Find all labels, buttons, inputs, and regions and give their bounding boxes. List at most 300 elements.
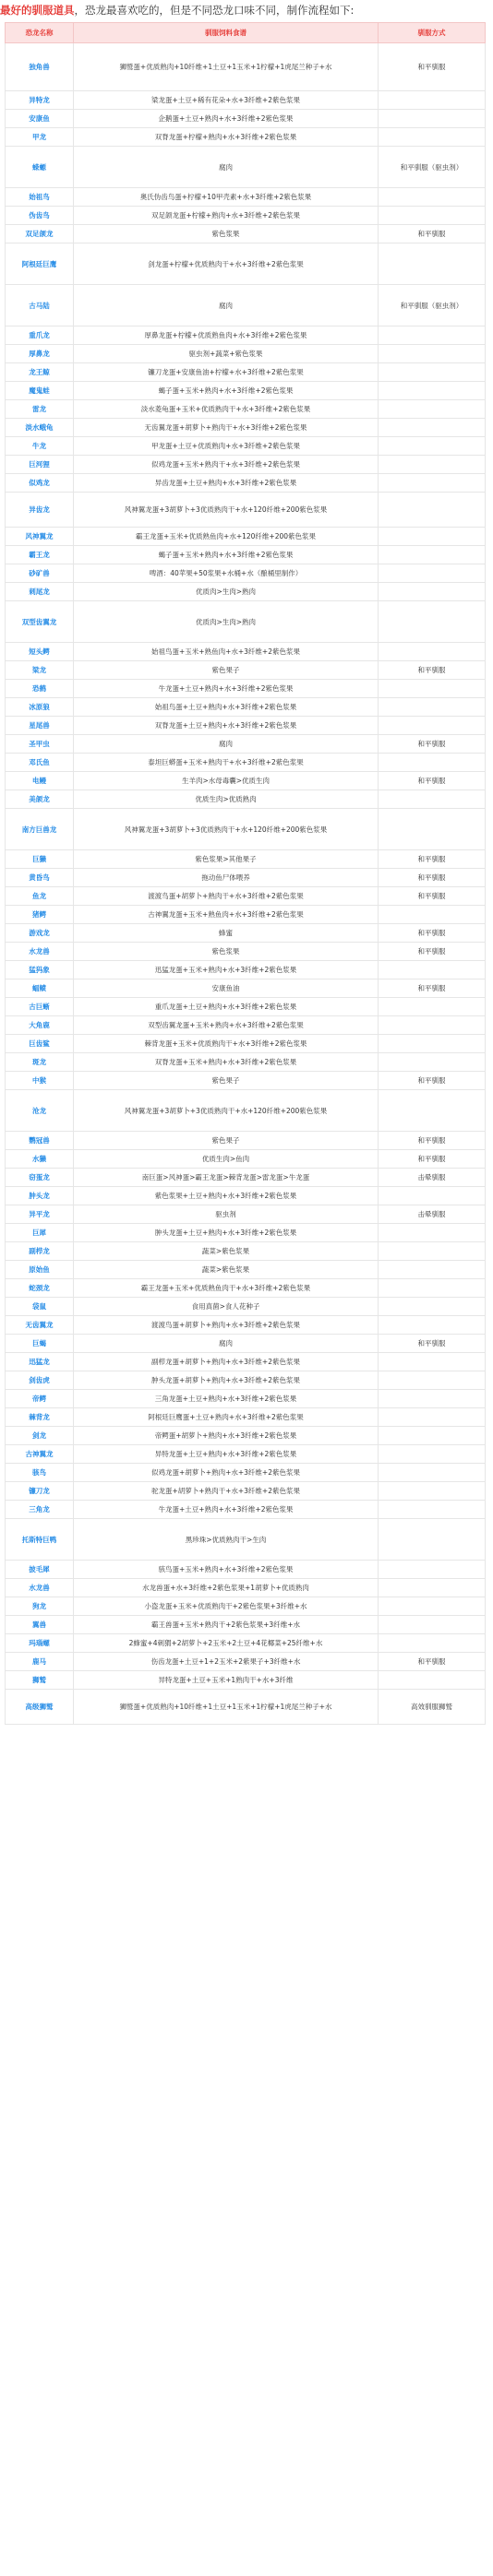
dino-name-cell: 梁龙	[6, 661, 74, 680]
method-cell: 和平驯服（驱虫剂）	[379, 147, 486, 188]
header-recipe: 驯服饲料食谱	[74, 23, 379, 43]
table-row	[6, 285, 486, 326]
dino-name-cell: 翼兽	[6, 1616, 74, 1634]
recipe-cell: 梁龙蛋+土豆+稀有花朵+水+3纤维+2紫色浆果	[74, 91, 379, 110]
dino-name-cell: 蝠鲼	[6, 979, 74, 998]
method-cell	[379, 456, 486, 474]
dino-name-cell: 猛犸象	[6, 961, 74, 979]
table-row	[6, 1090, 486, 1132]
table-row	[6, 419, 486, 437]
table-row	[6, 128, 486, 147]
table-row	[6, 1053, 486, 1072]
table-row	[6, 850, 486, 869]
recipe-cell: 奥氏伪齿鸟蛋+柠檬+10甲壳素+水+3纤维+2紫色浆果	[74, 188, 379, 207]
method-cell	[379, 400, 486, 419]
method-cell	[379, 1053, 486, 1072]
dino-name-cell: 邓氏鱼	[6, 754, 74, 772]
method-cell	[379, 1445, 486, 1464]
table-row	[6, 979, 486, 998]
table-row	[6, 382, 486, 400]
method-cell: 和平驯服	[379, 225, 486, 243]
recipe-cell: 企鹅蛋+土豆+熟肉+水+3纤维+2紫色浆果	[74, 110, 379, 128]
recipe-cell: 霸王龙蛋+玉米+优质熟鱼肉干+水+3纤维+2紫色浆果	[74, 1279, 379, 1298]
method-cell: 高效驯服狮鹫	[379, 1690, 486, 1725]
method-cell	[379, 809, 486, 850]
dino-name-cell: 镰刀龙	[6, 1482, 74, 1501]
table-row	[6, 661, 486, 680]
intro-text: ，恐龙最喜欢吃的，但是不同恐龙口味不同，制作流程如下:	[74, 4, 355, 17]
dino-name-cell: 电鳗	[6, 772, 74, 790]
method-cell: 和平驯服	[379, 887, 486, 906]
method-cell	[379, 326, 486, 345]
header-method: 驯服方式	[379, 23, 486, 43]
dino-name-cell: 水獭	[6, 1150, 74, 1169]
method-cell	[379, 528, 486, 546]
method-cell	[379, 1261, 486, 1279]
method-cell: 击晕驯服	[379, 1205, 486, 1224]
table-row	[6, 943, 486, 961]
recipe-cell: 渡渡鸟蛋+胡萝卜+熟肉+水+3纤维+2紫色浆果	[74, 1316, 379, 1335]
table-row	[6, 1187, 486, 1205]
dino-name-cell: 迅猛龙	[6, 1353, 74, 1371]
recipe-cell: 优质生肉>优质熟肉	[74, 790, 379, 809]
method-cell	[379, 998, 486, 1016]
dino-name-cell: 窃蛋龙	[6, 1169, 74, 1187]
table-row	[6, 754, 486, 772]
dino-name-cell: 独角兽	[6, 43, 74, 91]
dino-name-cell: 斑龙	[6, 1053, 74, 1072]
recipe-cell: 肿头龙蛋+土豆+熟肉+水+3纤维+2紫色浆果	[74, 1224, 379, 1242]
recipe-cell: 紫色浆果	[74, 943, 379, 961]
recipe-cell: 始祖鸟蛋+玉米+熟鱼肉+水+3纤维+2紫色浆果	[74, 643, 379, 661]
method-cell: 和平驯服	[379, 735, 486, 754]
method-cell	[379, 1224, 486, 1242]
method-cell	[379, 680, 486, 698]
dino-name-cell: 剑龙	[6, 1427, 74, 1445]
dino-name-cell: 三角龙	[6, 1501, 74, 1519]
dino-name-cell: 蛇颈龙	[6, 1279, 74, 1298]
method-cell: 和平驯服	[379, 1150, 486, 1169]
method-cell	[379, 1616, 486, 1634]
method-cell	[379, 583, 486, 601]
table-row	[6, 1501, 486, 1519]
dino-name-cell: 雷龙	[6, 400, 74, 419]
dino-name-cell: 巨河狸	[6, 456, 74, 474]
method-cell	[379, 1316, 486, 1335]
method-cell: 和平驯服	[379, 1072, 486, 1090]
dino-name-cell: 沧龙	[6, 1090, 74, 1132]
dino-name-cell: 猪鳄	[6, 906, 74, 924]
table-row	[6, 493, 486, 528]
method-cell	[379, 1187, 486, 1205]
dino-name-cell: 双型齿翼龙	[6, 601, 74, 643]
table-row	[6, 546, 486, 564]
recipe-cell: 优质生肉>鱼肉	[74, 1150, 379, 1169]
table-row	[6, 1224, 486, 1242]
recipe-cell: 风神翼龙蛋+3胡萝卜+3优质熟肉干+水+120纤维+200紫色浆果	[74, 493, 379, 528]
table-row	[6, 924, 486, 943]
table-row	[6, 1445, 486, 1464]
table-row	[6, 1169, 486, 1187]
table-row	[6, 326, 486, 345]
table-row	[6, 1371, 486, 1390]
recipe-cell: 泰坦巨蟒蛋+玉米+熟肉干+水+3纤维+2紫色浆果	[74, 754, 379, 772]
recipe-cell: 双脊龙蛋+柠檬+熟肉+水+3纤维+2紫色浆果	[74, 128, 379, 147]
method-cell	[379, 1634, 486, 1653]
recipe-cell: 无齿翼龙蛋+胡萝卜+熟肉干+水+3纤维+2紫色浆果	[74, 419, 379, 437]
dino-name-cell: 蝾螈	[6, 147, 74, 188]
header-dino-name: 恐龙名称	[6, 23, 74, 43]
table-row	[6, 147, 486, 188]
table-row	[6, 583, 486, 601]
dino-name-cell: 无齿翼龙	[6, 1316, 74, 1335]
table-row	[6, 1464, 486, 1482]
table-row	[6, 1016, 486, 1035]
recipe-cell: 厚鼻龙蛋+柠檬+优质熟鱼肉+水+3纤维+2紫色浆果	[74, 326, 379, 345]
dino-name-cell: 古马陆	[6, 285, 74, 326]
dino-name-cell: 中猴	[6, 1072, 74, 1090]
recipe-cell: 紫色浆果	[74, 225, 379, 243]
recipe-cell: 蝎子蛋+玉米+熟肉+水+3纤维+2紫色浆果	[74, 546, 379, 564]
dino-name-cell: 甲龙	[6, 128, 74, 147]
table-body	[6, 43, 486, 1725]
dino-name-cell: 巨蝎	[6, 1335, 74, 1353]
dino-name-cell: 巨獭	[6, 850, 74, 869]
method-cell	[379, 243, 486, 285]
recipe-cell: 渡渡鸟蛋+胡萝卜+熟肉干+水+3纤维+2紫色浆果	[74, 887, 379, 906]
recipe-cell: 腐肉	[74, 285, 379, 326]
recipe-cell: 水龙兽蛋+水+3纤维+2紫色浆果+1胡萝卜+优质熟肉	[74, 1579, 379, 1597]
dino-name-cell: 星尾兽	[6, 717, 74, 735]
method-cell	[379, 1298, 486, 1316]
recipe-cell: 淡水菱龟蛋+玉米+优质熟肉干+水+3纤维+2紫色浆果	[74, 400, 379, 419]
recipe-cell: 棘背龙蛋+玉米+优质熟肉干+水+3纤维+2紫色浆果	[74, 1035, 379, 1053]
method-cell	[379, 643, 486, 661]
dino-name-cell: 剑齿虎	[6, 1371, 74, 1390]
table-row	[6, 1316, 486, 1335]
recipe-cell: 骇鸟蛋+玉米+熟肉+水+3纤维+2紫色浆果	[74, 1561, 379, 1579]
table-row	[6, 1072, 486, 1090]
method-cell	[379, 961, 486, 979]
dino-name-cell: 棘背龙	[6, 1408, 74, 1427]
table-row	[6, 1335, 486, 1353]
method-cell	[379, 437, 486, 456]
method-cell	[379, 1671, 486, 1690]
dino-name-cell: 刺尾龙	[6, 583, 74, 601]
recipe-cell: 蔬菜>紫色浆果	[74, 1242, 379, 1261]
table-row	[6, 1261, 486, 1279]
table-row	[6, 1597, 486, 1616]
method-cell	[379, 1353, 486, 1371]
dino-name-cell: 高级狮鹫	[6, 1690, 74, 1725]
method-cell	[379, 1242, 486, 1261]
dino-name-cell: 大角鹿	[6, 1016, 74, 1035]
recipe-cell: 双脊龙蛋+土豆+熟肉+水+3纤维+2紫色浆果	[74, 717, 379, 735]
recipe-cell: 紫色果子	[74, 1132, 379, 1150]
method-cell	[379, 698, 486, 717]
table-row	[6, 1671, 486, 1690]
method-cell	[379, 1427, 486, 1445]
table-row	[6, 207, 486, 225]
recipe-cell: 驱虫剂	[74, 1205, 379, 1224]
recipe-cell: 异特龙蛋+土豆+熟肉+水+3纤维+2紫色浆果	[74, 1445, 379, 1464]
dino-name-cell: 肿头龙	[6, 1187, 74, 1205]
dino-name-cell: 伪齿鸟	[6, 207, 74, 225]
recipe-cell: 2蜂蜜+4刺猬+2胡萝卜+2玉米+2土豆+4花椰菜+25纤维+水	[74, 1634, 379, 1653]
recipe-cell: 紫色浆果>其他果子	[74, 850, 379, 869]
table-row	[6, 601, 486, 643]
recipe-cell: 驼龙蛋+胡萝卜+熟肉干+水+3纤维+2紫色浆果	[74, 1482, 379, 1501]
method-cell	[379, 1579, 486, 1597]
table-row	[6, 1242, 486, 1261]
dino-name-cell: 游戏龙	[6, 924, 74, 943]
method-cell	[379, 1279, 486, 1298]
recipe-cell: 始祖鸟蛋+土豆+熟肉+水+3纤维+2紫色浆果	[74, 698, 379, 717]
recipe-cell: 黑珍珠>优质熟肉干>生肉	[74, 1519, 379, 1561]
method-cell: 和平驯服	[379, 1653, 486, 1671]
dino-name-cell: 水龙兽	[6, 943, 74, 961]
method-cell: 和平驯服	[379, 772, 486, 790]
dino-name-cell: 短头鳄	[6, 643, 74, 661]
method-cell	[379, 188, 486, 207]
method-cell	[379, 474, 486, 493]
table-row	[6, 474, 486, 493]
recipe-cell: 重爪龙蛋+土豆+熟肉+水+3纤维+2紫色浆果	[74, 998, 379, 1016]
method-cell	[379, 1597, 486, 1616]
dino-name-cell: 原始鱼	[6, 1261, 74, 1279]
recipe-cell: 副栉龙蛋+胡萝卜+熟肉+水+3纤维+2紫色浆果	[74, 1353, 379, 1371]
table-row	[6, 1408, 486, 1427]
recipe-cell: 异特龙蛋+土豆+玉米+1熟肉干+水+3纤维	[74, 1671, 379, 1690]
taming-table	[5, 22, 486, 1725]
dino-name-cell: 鱼龙	[6, 887, 74, 906]
table-row	[6, 887, 486, 906]
recipe-cell: 风神翼龙蛋+3胡萝卜+3优质熟肉干+水+120纤维+200紫色浆果	[74, 809, 379, 850]
table-row	[6, 91, 486, 110]
table-row	[6, 1519, 486, 1561]
method-cell	[379, 128, 486, 147]
dino-name-cell: 霸王龙	[6, 546, 74, 564]
method-cell: 和平驯服	[379, 850, 486, 869]
table-row	[6, 735, 486, 754]
recipe-cell: 蔬菜>紫色浆果	[74, 1261, 379, 1279]
method-cell	[379, 91, 486, 110]
recipe-cell: 剑龙蛋+柠檬+优质熟肉干+水+3纤维+2紫色浆果	[74, 243, 379, 285]
method-cell	[379, 754, 486, 772]
table-row	[6, 698, 486, 717]
dino-name-cell: 巨犀	[6, 1224, 74, 1242]
method-cell	[379, 1390, 486, 1408]
method-cell	[379, 601, 486, 643]
dino-name-cell: 砂矿兽	[6, 564, 74, 583]
method-cell: 和平驯服	[379, 943, 486, 961]
method-cell: 和平驯服	[379, 1132, 486, 1150]
recipe-cell: 似鸡龙蛋+胡萝卜+熟肉+水+3纤维+2紫色浆果	[74, 1464, 379, 1482]
recipe-cell: 牛龙蛋+土豆+熟肉+水+3纤维+2紫色浆果	[74, 680, 379, 698]
dino-name-cell: 玛瑙螺	[6, 1634, 74, 1653]
dino-name-cell: 冰原狼	[6, 698, 74, 717]
dino-name-cell: 似鸡龙	[6, 474, 74, 493]
method-cell: 和平驯服	[379, 924, 486, 943]
table-row	[6, 400, 486, 419]
method-cell	[379, 546, 486, 564]
recipe-cell: 蜂蜜	[74, 924, 379, 943]
recipe-cell: 安康鱼油	[74, 979, 379, 998]
recipe-cell: 霸王龙蛋+玉米+优质熟鱼肉+水+120纤维+200紫色浆果	[74, 528, 379, 546]
dino-name-cell: 圣甲虫	[6, 735, 74, 754]
dino-name-cell: 鹿马	[6, 1653, 74, 1671]
table-row	[6, 564, 486, 583]
recipe-cell: 双型齿翼龙蛋+玉米+熟肉+水+3纤维+2紫色浆果	[74, 1016, 379, 1035]
dino-name-cell: 风神翼龙	[6, 528, 74, 546]
table-row	[6, 243, 486, 285]
recipe-cell: 南巨蛋>风神蛋>霸王龙蛋>棘背龙蛋>雷龙蛋>牛龙蛋	[74, 1169, 379, 1187]
dino-name-cell: 披毛犀	[6, 1561, 74, 1579]
method-cell	[379, 906, 486, 924]
table-row	[6, 188, 486, 207]
method-cell	[379, 1408, 486, 1427]
table-row	[6, 809, 486, 850]
method-cell	[379, 110, 486, 128]
recipe-cell: 甲龙蛋+土豆+优质熟肉+水+3纤维+2紫色浆果	[74, 437, 379, 456]
recipe-cell: 牛龙蛋+土豆+熟肉+水+3纤维+2紫色浆果	[74, 1501, 379, 1519]
table-row	[6, 1616, 486, 1634]
method-cell: 击晕驯服	[379, 1169, 486, 1187]
dino-name-cell: 副栉龙	[6, 1242, 74, 1261]
method-cell	[379, 1016, 486, 1035]
table-row	[6, 1298, 486, 1316]
method-cell: 和平驯服	[379, 979, 486, 998]
method-cell	[379, 564, 486, 583]
dino-name-cell: 异特龙	[6, 91, 74, 110]
method-cell: 和平驯服	[379, 869, 486, 887]
recipe-cell: 帝鳄蛋+胡萝卜+熟肉+水+3纤维+2紫色浆果	[74, 1427, 379, 1445]
intro-line	[0, 0, 493, 20]
method-cell	[379, 1561, 486, 1579]
method-cell	[379, 345, 486, 363]
recipe-cell: 优质肉>生肉>熟肉	[74, 583, 379, 601]
table-row	[6, 437, 486, 456]
dino-name-cell: 南方巨兽龙	[6, 809, 74, 850]
method-cell	[379, 363, 486, 382]
recipe-cell: 肿头龙蛋+胡萝卜+熟肉+水+3纤维+2紫色浆果	[74, 1371, 379, 1390]
dino-name-cell: 鹦冠兽	[6, 1132, 74, 1150]
table-row	[6, 1390, 486, 1408]
table-row	[6, 680, 486, 698]
dino-name-cell: 安康鱼	[6, 110, 74, 128]
recipe-cell: 狮鹫蛋+优质熟肉+10纤维+1土豆+1玉米+1柠檬+1虎尾兰种子+水	[74, 43, 379, 91]
method-cell	[379, 382, 486, 400]
recipe-cell: 双足颌龙蛋+柠檬+熟肉+水+3纤维+2紫色浆果	[74, 207, 379, 225]
table-row	[6, 1653, 486, 1671]
method-cell: 和平驯服	[379, 1335, 486, 1353]
method-cell	[379, 717, 486, 735]
dino-name-cell: 异齿龙	[6, 493, 74, 528]
table-row	[6, 1690, 486, 1725]
recipe-cell: 食用真菌>食人花种子	[74, 1298, 379, 1316]
dino-name-cell: 水龙兽	[6, 1579, 74, 1597]
recipe-cell: 小盗龙蛋+玉米+优质熟肉干+2紫色浆果+3纤维+水	[74, 1597, 379, 1616]
dino-name-cell: 美颌龙	[6, 790, 74, 809]
table-row	[6, 869, 486, 887]
recipe-cell: 狮鹫蛋+优质熟肉+10纤维+1土豆+1玉米+1柠檬+1虎尾兰种子+水	[74, 1690, 379, 1725]
method-cell	[379, 207, 486, 225]
dino-name-cell: 魔鬼蛙	[6, 382, 74, 400]
method-cell: 和平驯服（驱虫剂）	[379, 285, 486, 326]
recipe-cell: 优质肉>生肉>熟肉	[74, 601, 379, 643]
table-row	[6, 43, 486, 91]
table-row	[6, 1482, 486, 1501]
table-row	[6, 790, 486, 809]
dino-name-cell: 恐鹤	[6, 680, 74, 698]
dino-name-cell: 古巨蜥	[6, 998, 74, 1016]
table-row	[6, 225, 486, 243]
recipe-cell: 蝎子蛋+玉米+熟肉+水+3纤维+2紫色浆果	[74, 382, 379, 400]
recipe-cell: 三角龙蛋+土豆+熟肉+水+3纤维+2紫色浆果	[74, 1390, 379, 1408]
recipe-cell: 腐肉	[74, 147, 379, 188]
recipe-cell: 紫色浆果+土豆+熟肉+水+3纤维+2紫色浆果	[74, 1187, 379, 1205]
recipe-cell: 迅猛龙蛋+玉米+熟肉+水+3纤维+2紫色浆果	[74, 961, 379, 979]
recipe-cell: 啤酒：40苹果+50浆果+水桶+水（酿桶里制作）	[74, 564, 379, 583]
dino-name-cell: 狮鹫	[6, 1671, 74, 1690]
recipe-cell: 拖动鱼尸体喂养	[74, 869, 379, 887]
recipe-cell: 镰刀龙蛋+安康鱼油+柠檬+水+3纤维+2紫色浆果	[74, 363, 379, 382]
method-cell	[379, 790, 486, 809]
recipe-cell: 紫色果子	[74, 1072, 379, 1090]
recipe-cell: 生羊肉>水母毒囊>优质生肉	[74, 772, 379, 790]
recipe-cell: 似鸡龙蛋+玉米+熟肉干+水+3纤维+2紫色浆果	[74, 456, 379, 474]
recipe-cell: 异齿龙蛋+土豆+熟肉+水+3纤维+2紫色浆果	[74, 474, 379, 493]
recipe-cell: 双脊龙蛋+玉米+熟肉+水+3纤维+2紫色浆果	[74, 1053, 379, 1072]
method-cell	[379, 1482, 486, 1501]
table-row	[6, 1279, 486, 1298]
table-row	[6, 643, 486, 661]
method-cell	[379, 1501, 486, 1519]
table-row	[6, 998, 486, 1016]
table-row	[6, 1561, 486, 1579]
dino-name-cell: 龙王鲸	[6, 363, 74, 382]
recipe-cell: 紫色果子	[74, 661, 379, 680]
dino-name-cell: 古神翼龙	[6, 1445, 74, 1464]
method-cell	[379, 1090, 486, 1132]
table-row	[6, 961, 486, 979]
recipe-cell: 霸王兽蛋+玉米+熟肉干+2紫色浆果+3纤维+水	[74, 1616, 379, 1634]
dino-name-cell: 重爪龙	[6, 326, 74, 345]
table-row	[6, 110, 486, 128]
table-row	[6, 772, 486, 790]
method-cell	[379, 1519, 486, 1561]
table-row	[6, 1427, 486, 1445]
method-cell	[379, 1464, 486, 1482]
recipe-cell: 风神翼龙蛋+3胡萝卜+3优质熟肉干+水+120纤维+200紫色浆果	[74, 1090, 379, 1132]
recipe-cell: 驱虫剂+蔬菜+紫色浆果	[74, 345, 379, 363]
recipe-cell: 伤齿龙蛋+土豆+1+2玉米+2紫果子+3纤维+水	[74, 1653, 379, 1671]
table-row	[6, 717, 486, 735]
dino-name-cell: 始祖鸟	[6, 188, 74, 207]
table-row	[6, 1205, 486, 1224]
recipe-cell: 腐肉	[74, 1335, 379, 1353]
recipe-cell: 古神翼龙蛋+玉米+熟鱼肉+水+3纤维+2紫色浆果	[74, 906, 379, 924]
dino-name-cell: 异平龙	[6, 1205, 74, 1224]
dino-name-cell: 阿根廷巨鹰	[6, 243, 74, 285]
method-cell	[379, 493, 486, 528]
dino-name-cell: 狗龙	[6, 1597, 74, 1616]
table-row	[6, 1132, 486, 1150]
dino-name-cell: 托斯特巨鸭	[6, 1519, 74, 1561]
dino-name-cell: 巨齿鲨	[6, 1035, 74, 1053]
table-row	[6, 1150, 486, 1169]
table-row	[6, 1353, 486, 1371]
